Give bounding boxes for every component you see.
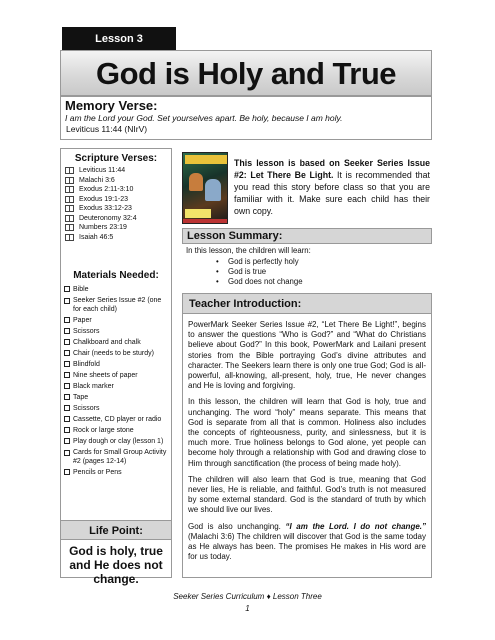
- summary-intro: In this lesson, the children will learn:: [186, 246, 311, 255]
- summary-heading: Lesson Summary:: [182, 228, 432, 244]
- scripture-item: Leviticus 11:44: [65, 166, 171, 176]
- bible-book-icon: [65, 177, 74, 184]
- material-item: Chair (needs to be sturdy): [64, 348, 171, 359]
- teacher-paragraph: In this lesson, the children will learn that God is holy, true and unchanging. The word “holy” means separate. This means that God is separate from all that is common. Holiness also includes the concepts of righteousness, purity, and sinlessness, but it is much more. True holiness belongs to God alone, yet people can become holy through a relationship with God and drawing close to Him through sanctification (the process of being made holy).: [188, 397, 426, 468]
- materials-heading: Materials Needed:: [73, 270, 159, 281]
- material-item: Chalkboard and chalk: [64, 337, 171, 348]
- material-item: Scissors: [64, 326, 171, 337]
- checkbox-icon: [64, 383, 70, 389]
- material-item: Nine sheets of paper: [64, 370, 171, 381]
- scripture-item: Isaiah 46:5: [65, 233, 171, 243]
- based-on-note: [234, 157, 430, 217]
- checkbox-icon: [64, 317, 70, 323]
- checkbox-icon: [64, 372, 70, 378]
- bible-book-icon: [65, 196, 74, 203]
- checkbox-icon: [64, 450, 70, 456]
- checkbox-icon: [64, 427, 70, 433]
- bible-book-icon: [65, 215, 74, 222]
- comic-cover-image: [182, 152, 228, 224]
- material-item: Seeker Series Issue #2 (one for each child): [64, 295, 171, 315]
- scripture-quote: “I am the Lord. I do not change.”: [285, 521, 426, 531]
- teacher-heading: Teacher Introduction:: [183, 294, 431, 314]
- memory-verse-reference: Leviticus 11:44 (NIrV): [66, 124, 148, 134]
- scripture-heading: Scripture Verses:: [74, 153, 158, 164]
- teacher-paragraph: God is also unchanging. “I am the Lord. I do not change.” (Malachi 3:6) The children will discover that God is the same today as He always has been. The promises He makes in His word are for us today.: [188, 521, 426, 562]
- lesson-label: Lesson 3: [62, 27, 176, 51]
- page-number: 1: [245, 604, 250, 613]
- page-footer: Seeker Series Curriculum ♦ Lesson Three: [173, 592, 322, 601]
- sidebar: [60, 148, 172, 586]
- summary-item: • God does not change: [216, 277, 428, 287]
- life-point-text: God is holy, true and He does not change.: [69, 544, 163, 586]
- material-item: Pencils or Pens: [64, 467, 171, 478]
- material-item: Rock or large stone: [64, 425, 171, 436]
- material-item: Cassette, CD player or radio: [64, 414, 171, 425]
- bible-book-icon: [65, 224, 74, 231]
- summary-item: • God is true: [216, 267, 428, 277]
- bible-book-icon: [65, 186, 74, 193]
- checkbox-icon: [64, 286, 70, 292]
- scripture-item: Exodus 2:11-3:10: [65, 185, 171, 195]
- material-item: Bible: [64, 284, 171, 295]
- checkbox-icon: [64, 328, 70, 334]
- memory-verse-heading: Memory Verse:: [65, 98, 158, 113]
- material-item: Play dough or clay (lesson 1): [64, 436, 171, 447]
- material-item: Tape: [64, 392, 171, 403]
- based-on-bold: This lesson is based on Seeker Series Issue #2: Let There Be Light.: [234, 158, 430, 180]
- bible-book-icon: [65, 167, 74, 174]
- material-item: Paper: [64, 315, 171, 326]
- materials-list: [61, 284, 171, 478]
- summary-list: [186, 257, 428, 287]
- material-item: Cards for Small Group Activity #2 (pages 12-14): [64, 447, 171, 467]
- checkbox-icon: [64, 298, 70, 304]
- scripture-item: Exodus 19:1-23: [65, 195, 171, 205]
- bible-book-icon: [65, 205, 74, 212]
- scripture-item: Numbers 23:19: [65, 223, 171, 233]
- checkbox-icon: [64, 469, 70, 475]
- teacher-paragraph: PowerMark Seeker Series Issue #2, “Let There Be Light!”, begins to answer the questions “Who is God?” and “What do Christians believe about God?” In this book, PowerMark and Lailani present stories from the Bible portraying God’s divine attributes and character. The Seekers learn there is only one true God; God is all-powerful, all-knowing, all-present, holy, true, He never changes and He is loving and forgiving.: [188, 320, 426, 391]
- teacher-paragraph: The children will also learn that God is true, meaning that God never lies, He is reliable, and faithful. God’s truth is not measured by some external standard. God is the standard of truth by which we should live our lives.: [188, 474, 426, 515]
- teacher-body: [183, 314, 431, 562]
- material-item: Scissors: [64, 403, 171, 414]
- based-on-rest: It is recommended that you read this story before class so that you are familiar with it. Make sure each child has their own copy.: [234, 170, 430, 216]
- bible-book-icon: [65, 234, 74, 241]
- scripture-item: Malachi 3:6: [65, 176, 171, 186]
- checkbox-icon: [64, 339, 70, 345]
- life-point-heading: Life Point:: [60, 520, 172, 540]
- scripture-item: Exodus 33:12-23: [65, 204, 171, 214]
- material-item: Black marker: [64, 381, 171, 392]
- memory-verse-text: I am the Lord your God. Set yourselves apart. Be holy, because I am holy.: [65, 113, 343, 123]
- checkbox-icon: [64, 350, 70, 356]
- checkbox-icon: [64, 394, 70, 400]
- checkbox-icon: [64, 416, 70, 422]
- summary-item: • God is perfectly holy: [216, 257, 428, 267]
- scripture-list: [61, 166, 171, 242]
- teacher-introduction-box: [182, 293, 432, 578]
- checkbox-icon: [64, 361, 70, 367]
- material-item: Blindfold: [64, 359, 171, 370]
- summary-body: [182, 244, 432, 289]
- page-title: God is Holy and True: [60, 50, 432, 96]
- checkbox-icon: [64, 438, 70, 444]
- scripture-item: Deuteronomy 32:4: [65, 214, 171, 224]
- memory-verse-box: [60, 96, 432, 140]
- checkbox-icon: [64, 405, 70, 411]
